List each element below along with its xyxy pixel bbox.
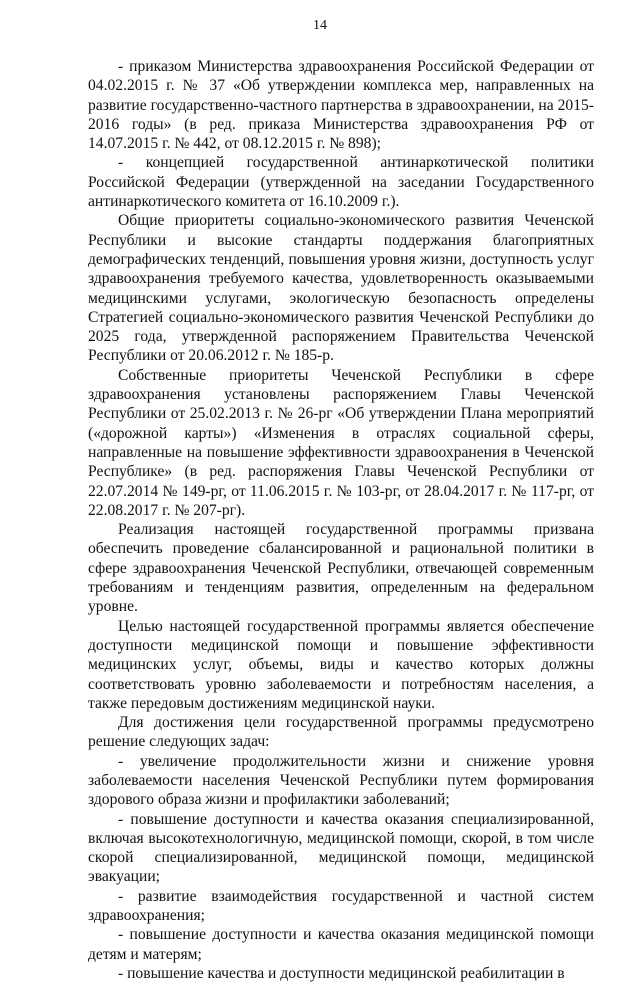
document-body: [88, 57, 594, 983]
body-paragraph: Реализация настоящей государственной программы призвана обеспечить проведение сбалансированной и рациональной политики в сфере здравоохранения Чеченской Республики, отвечающей современным требованиям и тенденциям развития, определенным на федеральном уровне.: [88, 521, 594, 616]
body-paragraph: Собственные приоритеты Чеченской Республики в сфере здравоохранения установлены распоряжением Главы Чеченской Республики от 25.02.2013 г. № 26-рг «Об утверждении Плана мероприятий («дорожной карты») «Изменения в отраслях социальной сферы, направленные на повышение эффективности здравоохранения в Чеченской Республике» (в ред. распоряжения Главы Чеченской Республики от 22.07.2014 № 149-рг, от 11.06.2015 г. № 103-рг, от 28.04.2017 г. № 117-рг, от 22.08.2017 г. № 207-рг).: [88, 366, 594, 519]
task-list-item: - увеличение продолжительности жизни и снижение уровня заболеваемости населения Чеченской Республики путем формирования здорового образа жизни и профилактики заболеваний;: [88, 752, 594, 809]
task-list-item: - повышение доступности и качества оказания специализированной, включая высокотехнологичную, медицинской помощи, скорой, в том числе скорой специализированной, медицинской помощи, медицинской эвакуации;: [88, 810, 594, 886]
task-list-item: - повышение качества и доступности медицинской реабилитации в: [118, 964, 565, 982]
body-paragraph: Общие приоритеты социально-экономического развития Чеченской Республики и высокие стандарты поддержания благоприятных демографических тенденций, повышения уровня жизни, доступность услуг здравоохранения требуемого качества, удовлетворенность оказываемыми медицинскими услугами, экологическую безопасность определены Стратегией социально-экономического развития Чеченской Республики до 2025 года, утвержденной распоряжением Правительства Чеченской Республики от 20.06.2012 г. № 185-р.: [88, 212, 594, 365]
task-list-item: - повышение доступности и качества оказания медицинской помощи детям и матерям;: [88, 926, 594, 963]
task-list-item: - развитие взаимодействия государственной и частной систем здравоохранения;: [88, 887, 594, 925]
body-paragraph: Для достижения цели государственной программы предусмотрено решение следующих задач:: [88, 714, 594, 751]
body-paragraph: Целью настоящей государственной программы является обеспечение доступности медицинской помощи и повышение эффективности медицинских услуг, объемы, виды и качество которых должны соответствовать уровню заболеваемости и потребностям населения, а также передовым достижениям медицинской науки.: [88, 617, 594, 712]
page-number: 14: [313, 18, 327, 33]
bullet-paragraph: - концепцией государственной антинаркотической политики Российской Федерации (утвержденной на заседании Государственного антинаркотического комитета от 16.10.2009 г.).: [88, 154, 594, 211]
bullet-paragraph: - приказом Министерства здравоохранения Российской Федерации от 04.02.2015 г. № 37 «Об утверждении комплекса мер, направленных на развитие государственно-частного партнерства в здравоохранении, на 2015-2016 годы» (в ред. приказа Министерства здравоохранения РФ от 14.07.2015 г. № 442, от 08.12.2015 г. № 898);: [88, 58, 594, 153]
